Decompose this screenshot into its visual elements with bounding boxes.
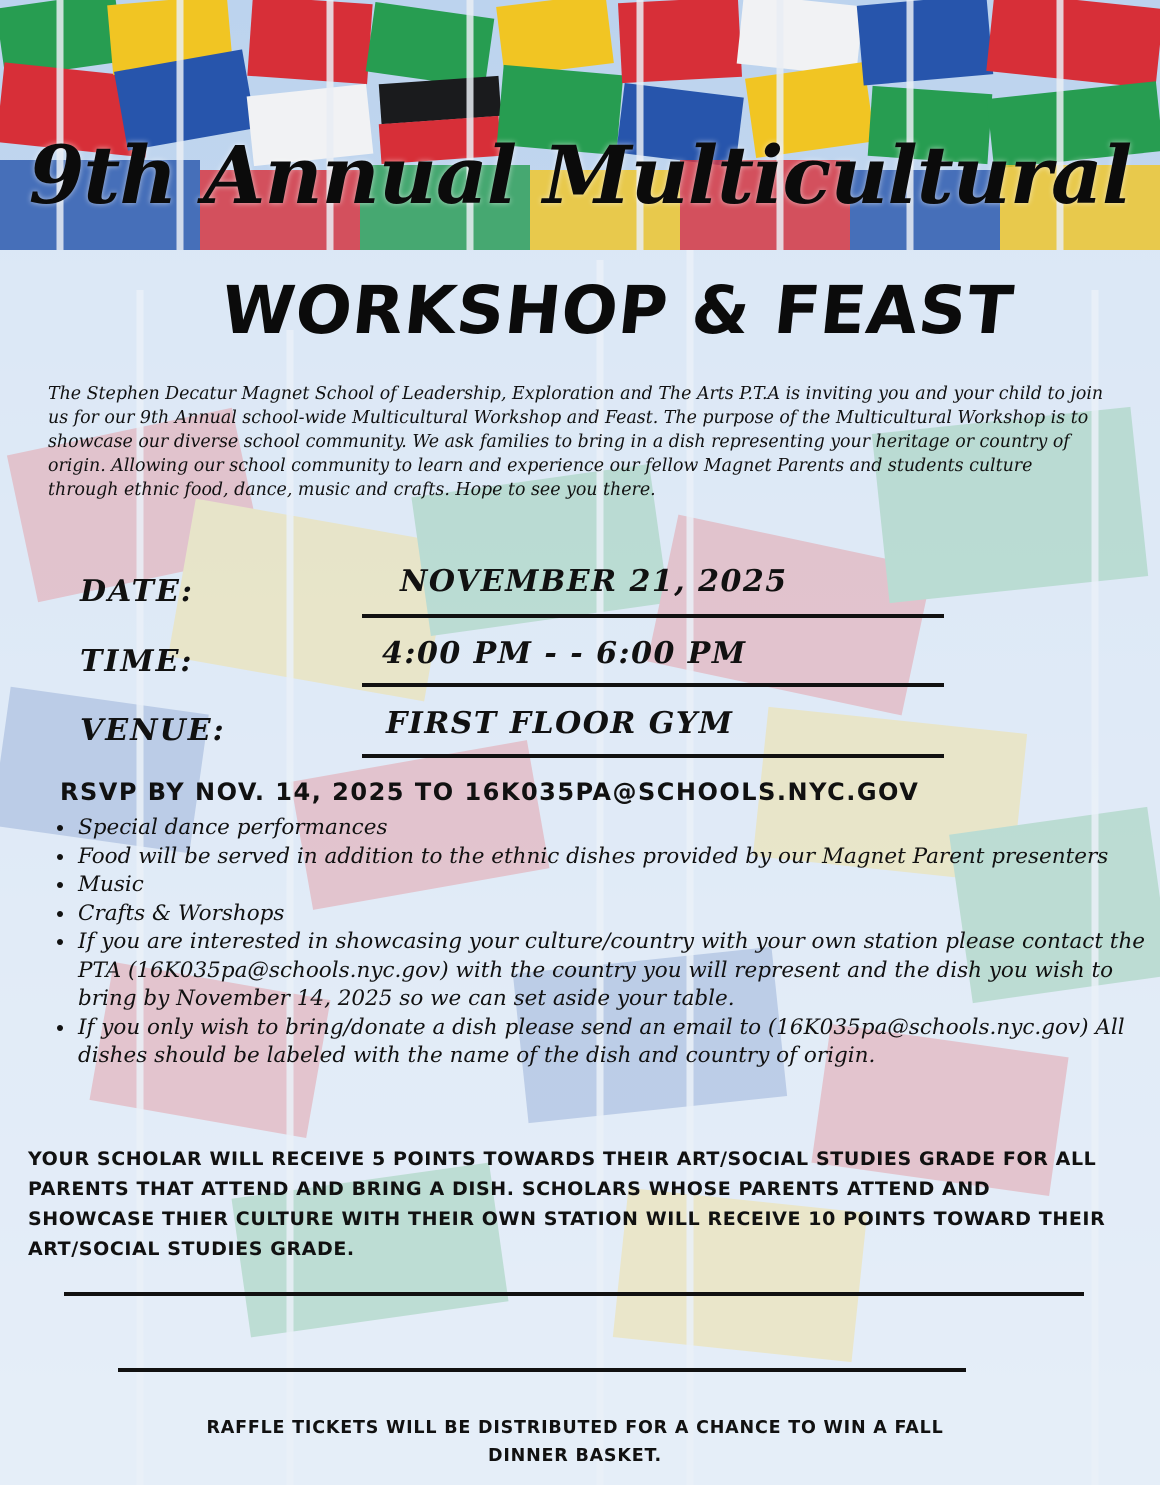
date-label: DATE:	[80, 574, 194, 609]
time-underline	[362, 683, 944, 687]
list-item: • If you only wish to bring/donate a dish please send an email to (16K035pa@schools.nyc.gov) All dishes should be labeled with the name of the dish and country of origin.	[76, 1014, 1160, 1071]
list-item: • Food will be served in addition to the ethnic dishes provided by our Magnet Parent presenters	[76, 843, 1160, 872]
time-value: 4:00 PM - - 6:00 PM	[382, 636, 747, 671]
venue-value: FIRST FLOOR GYM	[386, 706, 734, 741]
signature-line-1	[64, 1292, 1084, 1296]
rsvp-line: RSVP BY NOV. 14, 2025 TO 16K035PA@SCHOOLS.NYC.GOV	[60, 778, 920, 806]
list-item: • Crafts & Worshops	[76, 900, 1160, 929]
date-value: NOVEMBER 21, 2025	[400, 564, 788, 599]
venue-underline	[362, 754, 944, 758]
raffle-note: RAFFLE TICKETS WILL BE DISTRIBUTED FOR A CHANCE TO WIN A FALL DINNER BASKET.	[206, 1418, 944, 1466]
points-note: YOUR SCHOLAR WILL RECEIVE 5 POINTS TOWARDS THEIR ART/SOCIAL STUDIES GRADE FOR ALL PARENTS THAT ATTEND AND BRING A DISH. SCHOLARS WHOSE PARENTS ATTEND AND SHOWCASE THIER CULTURE WITH THEIR OWN STATION WILL RECEIVE 10 POINTS TOWARD THEIR ART/SOCIAL STUDIES GRADE.	[28, 1148, 1106, 1260]
title-workshop-feast: WORKSHOP & FEAST	[217, 272, 1018, 349]
intro-paragraph: The Stephen Decatur Magnet School of Leadership, Exploration and The Arts P.T.A is inviting you and your child to join us for our 9th Annual school-wide Multicultural Workshop and Feast. The purpose of the Multicultural Workshop is to showcase our diverse school community. We ask families to bring in a dish representing your heritage or country of origin. Allowing our school community to learn and experience our fellow Magnet Parents and students culture through ethnic food, dance, music and crafts. Hope to see you there.	[48, 384, 1104, 500]
venue-label: VENUE:	[80, 713, 226, 748]
title-annual-multicultural: 9th Annual Multicultural	[28, 128, 1132, 222]
time-label: TIME:	[80, 644, 194, 679]
signature-line-2	[118, 1368, 966, 1372]
list-item: • Music	[76, 871, 1160, 900]
list-item: • Special dance performances	[76, 814, 1160, 843]
date-underline	[362, 614, 944, 618]
list-item: • If you are interested in showcasing your culture/country with your own station please contact the PTA (16K035pa@schools.nyc.gov) with the country you will represent and the dish you wish to bring by November 14, 2025 so we can set aside your table.	[76, 928, 1160, 1014]
event-bullet-list	[50, 814, 1160, 1071]
